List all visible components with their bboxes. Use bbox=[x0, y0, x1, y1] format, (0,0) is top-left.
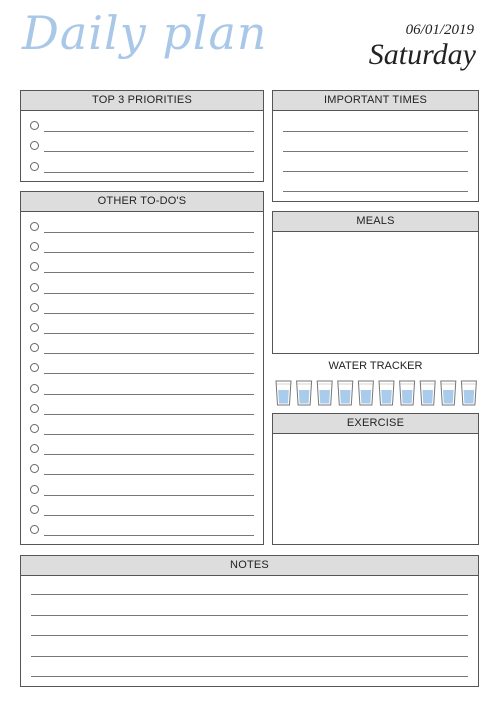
checkbox-circle-icon[interactable] bbox=[30, 283, 39, 292]
checkbox-circle-icon[interactable] bbox=[30, 162, 39, 171]
writing-line bbox=[44, 515, 254, 516]
writing-line bbox=[31, 635, 468, 636]
todos-box bbox=[20, 191, 264, 545]
checklist-item[interactable] bbox=[30, 162, 254, 174]
important-times-header: IMPORTANT TIMES bbox=[273, 91, 478, 111]
checklist-item[interactable] bbox=[30, 343, 254, 355]
checklist-item[interactable] bbox=[30, 464, 254, 476]
writing-line bbox=[44, 495, 254, 496]
checklist-item[interactable] bbox=[30, 363, 254, 375]
date-text: 06/01/2019 bbox=[405, 22, 474, 38]
checklist-item[interactable] bbox=[30, 424, 254, 436]
checklist-item[interactable] bbox=[30, 485, 254, 497]
writing-line bbox=[44, 474, 254, 475]
writing-line bbox=[44, 373, 254, 374]
writing-line bbox=[283, 131, 468, 132]
checklist-item[interactable] bbox=[30, 121, 254, 133]
checkbox-circle-icon[interactable] bbox=[30, 424, 39, 433]
checkbox-circle-icon[interactable] bbox=[30, 222, 39, 231]
writing-line bbox=[31, 676, 468, 677]
page-title: Daily plan bbox=[22, 6, 268, 60]
checkbox-circle-icon[interactable] bbox=[30, 525, 39, 534]
writing-line bbox=[283, 151, 468, 152]
writing-line bbox=[44, 414, 254, 415]
writing-line bbox=[31, 615, 468, 616]
checkbox-circle-icon[interactable] bbox=[30, 303, 39, 312]
checkbox-circle-icon[interactable] bbox=[30, 141, 39, 150]
checkbox-circle-icon[interactable] bbox=[30, 485, 39, 494]
meals-header: MEALS bbox=[273, 212, 478, 232]
checklist-item[interactable] bbox=[30, 283, 254, 295]
water-glass-icon[interactable] bbox=[297, 381, 312, 405]
writing-line bbox=[44, 333, 254, 334]
writing-line bbox=[44, 394, 254, 395]
checklist-item[interactable] bbox=[30, 141, 254, 153]
writing-line bbox=[31, 656, 468, 657]
priorities-header: TOP 3 PRIORITIES bbox=[21, 91, 263, 111]
writing-line bbox=[44, 353, 254, 354]
writing-line bbox=[44, 293, 254, 294]
notes-box bbox=[20, 555, 479, 687]
checkbox-circle-icon[interactable] bbox=[30, 505, 39, 514]
writing-line bbox=[44, 454, 254, 455]
water-glass-icon[interactable] bbox=[420, 381, 435, 405]
checklist-item[interactable] bbox=[30, 303, 254, 315]
water-glass-icon[interactable] bbox=[441, 381, 456, 405]
notes-header: NOTES bbox=[21, 556, 478, 576]
checkbox-circle-icon[interactable] bbox=[30, 444, 39, 453]
writing-line bbox=[44, 252, 254, 253]
checklist-item[interactable] bbox=[30, 262, 254, 274]
checkbox-circle-icon[interactable] bbox=[30, 323, 39, 332]
writing-line bbox=[44, 232, 254, 233]
writing-line bbox=[44, 131, 254, 132]
checklist-item[interactable] bbox=[30, 242, 254, 254]
checkbox-circle-icon[interactable] bbox=[30, 404, 39, 413]
water-glass-icon[interactable] bbox=[461, 381, 476, 405]
water-glass-icon[interactable] bbox=[317, 381, 332, 405]
water-tracker bbox=[275, 379, 479, 407]
writing-line bbox=[44, 272, 254, 273]
priorities-box bbox=[20, 90, 264, 182]
writing-line bbox=[44, 313, 254, 314]
checkbox-circle-icon[interactable] bbox=[30, 384, 39, 393]
writing-line bbox=[44, 151, 254, 152]
checklist-item[interactable] bbox=[30, 444, 254, 456]
water-tracker-label: WATER TRACKER bbox=[328, 360, 423, 372]
water-glass-icon[interactable] bbox=[379, 381, 394, 405]
checklist-item[interactable] bbox=[30, 525, 254, 537]
day-text: Saturday bbox=[368, 38, 476, 71]
checklist-item[interactable] bbox=[30, 505, 254, 517]
writing-line bbox=[283, 191, 468, 192]
todos-header: OTHER TO-DO'S bbox=[21, 192, 263, 212]
checklist-item[interactable] bbox=[30, 222, 254, 234]
water-glass-icon[interactable] bbox=[400, 381, 415, 405]
checkbox-circle-icon[interactable] bbox=[30, 363, 39, 372]
checklist-item[interactable] bbox=[30, 384, 254, 396]
writing-line bbox=[31, 594, 468, 595]
checkbox-circle-icon[interactable] bbox=[30, 121, 39, 130]
checklist-item[interactable] bbox=[30, 404, 254, 416]
checkbox-circle-icon[interactable] bbox=[30, 464, 39, 473]
checklist-item[interactable] bbox=[30, 323, 254, 335]
water-glasses bbox=[275, 379, 479, 407]
writing-line bbox=[44, 434, 254, 435]
exercise-box bbox=[272, 413, 479, 545]
checkbox-circle-icon[interactable] bbox=[30, 262, 39, 271]
meals-box bbox=[272, 211, 479, 354]
checkbox-circle-icon[interactable] bbox=[30, 343, 39, 352]
checkbox-circle-icon[interactable] bbox=[30, 242, 39, 251]
important-times-box bbox=[272, 90, 479, 202]
exercise-header: EXERCISE bbox=[273, 414, 478, 434]
water-glass-icon[interactable] bbox=[358, 381, 373, 405]
writing-line bbox=[283, 171, 468, 172]
water-glass-icon[interactable] bbox=[276, 381, 291, 405]
writing-line bbox=[44, 172, 254, 173]
water-glass-icon[interactable] bbox=[338, 381, 353, 405]
writing-line bbox=[44, 535, 254, 536]
